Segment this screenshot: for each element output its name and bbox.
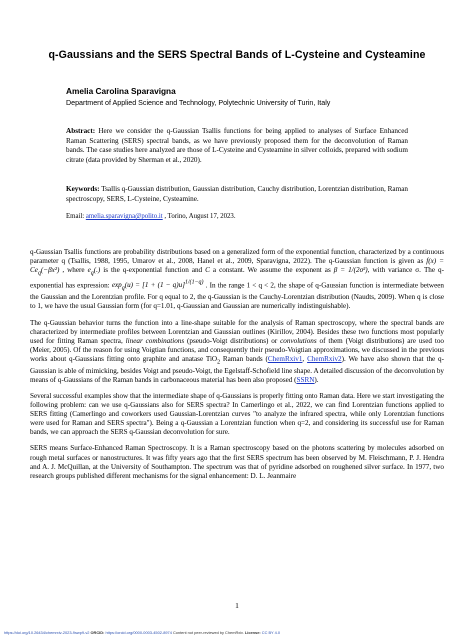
abstract-text: Here we consider the q-Gaussian Tsallis functions for being applied to analyses of Surface Enhanced Raman Scattering (SERS) spectral bands, as we have previously proposed them for the deconvolution of Raman bands. The case studies here analyzed are those of L-Cysteine and Cysteamine in silver colloids, prepared with sodium citrate (data provided by Sherman et al., 2020). bbox=[66, 127, 408, 164]
paper-title: q-Gaussians and the SERS Spectral Bands of L-Cysteine and Cysteamine bbox=[48, 49, 426, 61]
license-link[interactable]: CC BY 4.0 bbox=[260, 630, 281, 635]
p1-text-e: , with variance σ. The q-exponential has expression: bbox=[30, 266, 444, 289]
p2-text-g: ). bbox=[314, 376, 319, 385]
keywords-text: Tsallis q-Gaussian distribution, Gaussian distribution, Cauchy distribution, Lorentzian distribution, Raman spectroscopy, SERS, L-Cysteine, Cysteamine. bbox=[66, 185, 408, 203]
p1-text-d: a constant. We assume the exponent as bbox=[209, 266, 334, 275]
p2-text-b: (pseudo-Voigt distributions) or bbox=[184, 336, 281, 345]
p2-text-d: Raman bands ( bbox=[220, 354, 268, 363]
p2-text-e: , bbox=[302, 354, 308, 363]
formula-part: (.) bbox=[93, 266, 101, 275]
formula-part: (−βx²) bbox=[40, 266, 60, 275]
p1-text-a: q-Gaussian Tsallis functions are probability distributions based on a generalized form of the exponential function, characterized by a continuous parameter q (Tsallis, 1988, 1995, Umarov et al., 2008, Hanel et al., 2009, Sparavigna, 2022). The q-Gaussian function is given as bbox=[30, 248, 444, 266]
formula-constant: C bbox=[205, 266, 210, 275]
page-number: 1 bbox=[235, 601, 239, 610]
author-affiliation: Department of Applied Science and Technology, Polytechnic University of Turin, Italy bbox=[66, 99, 331, 107]
formula-qexp bbox=[111, 279, 204, 292]
body-text bbox=[30, 248, 444, 488]
paragraph-2 bbox=[30, 319, 444, 386]
keywords bbox=[66, 185, 408, 204]
email-label: Email: bbox=[66, 213, 86, 220]
formula-sub: q bbox=[90, 270, 94, 277]
orcid-label: ORCID: bbox=[90, 630, 105, 635]
p1-text-c: is the q-exponential function and bbox=[100, 266, 206, 275]
p2-text-c: of them (Voigt distributions) are used too (Meier, 2005). Of the reason for using Voigtian functions, and consequently their pseudo-Voigtian approximations, we discussed in the previous works about q-Gaussians fitting onto graphite and anatase TiO bbox=[30, 336, 444, 363]
review-note: Content not peer-reviewed by ChemRxiv. bbox=[171, 630, 244, 635]
chemrxiv1-link[interactable]: ChemRxiv1 bbox=[267, 354, 303, 363]
abstract-label: Abstract: bbox=[66, 127, 96, 135]
formula-beta: β = 1/(2σ²) bbox=[333, 266, 368, 275]
email-line bbox=[66, 212, 236, 221]
orcid-link[interactable]: https://orcid.org/0000-0003-4502-8974 bbox=[104, 630, 172, 635]
p2-subscript: 2 bbox=[217, 359, 221, 366]
formula-sub: q bbox=[37, 270, 41, 277]
formula-part: e bbox=[87, 266, 91, 275]
author-name: Amelia Carolina Sparavigna bbox=[66, 86, 176, 96]
p2-italic-2: convolutions bbox=[280, 336, 317, 345]
p2-italic-1: linear combinations bbox=[125, 336, 185, 345]
formula-part: exp bbox=[111, 280, 122, 289]
paragraph-3: Several successful examples show that the intermediate shape of q-Gaussians is properly fitting onto Raman data. Here we start investigating the following problem: can we use q-Gaussians also for SERS spectra? In Camerlingo et al., 2022, we can find Lorentzian functions applied to SERS fitting (Camerlingo and coworkers used Gaussian-Lorentzian curves "to analyze the infrared spectra, while only Lorentzian functions were used for Raman and SERS spectra"). Being a q-Gaussian a Lorentzian function when q=2, and considering its successful use for Raman bands, we can approach the SERS q-Gaussian deconvolution for sure. bbox=[30, 392, 444, 437]
paragraph-4: SERS means Surface-Enhanced Raman Spectroscopy. It is a Raman spectroscopy based on the photons scattering by molecules adsorbed on rough metal surfaces or nanostructures. It was fifty years ago that the first SERS spectrum has been observed by M. Fleischmann, P. J. Hendra and A. J. McQuillan, at the University of Southampton. The spectrum was that of pyridine adsorbed on roughened silver surface. In 1977, two research groups published different mechanisms for the signal enhancement: D. L. Jeanmaire bbox=[30, 444, 444, 480]
email-link[interactable]: amelia.sparavigna@polito.it bbox=[85, 213, 163, 220]
formula-sup: 1/(1−q) bbox=[184, 279, 204, 286]
formula-part: (u) = [1 + (1 − q)u] bbox=[124, 280, 185, 289]
abstract bbox=[66, 127, 408, 165]
chemrxiv2-link[interactable]: ChemRxiv2 bbox=[307, 354, 342, 363]
chemrxiv-footer bbox=[4, 630, 472, 635]
keywords-label: Keywords: bbox=[66, 185, 100, 193]
paragraph-1 bbox=[30, 248, 444, 312]
p1-text-f: . In the range 1 < q < 2, the shape of q-Gaussian function is intermediate between the Gaussian and the Lorentzian profile. For q equal to 2, the q-Gaussian is the Cauchy-Lorentzian distribution (Naudts, 2009). When q is close to 1, we have the usual Gaussian form (for q=1.01, q-Gaussian and Gaussian are numerically indistinguishable). bbox=[30, 280, 444, 311]
formula-eq bbox=[87, 266, 101, 277]
p1-text-b: , where bbox=[59, 266, 88, 275]
p2-text-a: The q-Gaussian behavior turns the function into a line-shape suitable for the analysis of Raman spectroscopy, where the spectral bands are characterized by intermediate profiles between Lorentzian and Gaussian outlines (Kirillov, 2004). Besides these two functions most popularly used for fitting Raman spectra, bbox=[30, 318, 444, 345]
license-label: License: bbox=[243, 630, 261, 635]
doi-link[interactable]: https://doi.org/10.26434/chemrxiv-2023-9swp9-v2 bbox=[4, 630, 90, 635]
email-suffix: , Torino, August 17, 2023. bbox=[162, 213, 236, 220]
ssrn-link[interactable]: SSRN bbox=[296, 376, 315, 385]
formula-sub: q bbox=[121, 285, 125, 292]
p2-text-f: ). We have also shown that the q-Gaussian is able of mimicking, besides Voigt and pseudo-Voigt, the Egelstaff-Schofield line shape. A detailed discussion of the deconvolution by means of q-Gaussians of the Raman bands in carbonaceous material has been also proposed ( bbox=[30, 354, 444, 385]
formula-part: f(x) = Ce bbox=[30, 257, 444, 275]
